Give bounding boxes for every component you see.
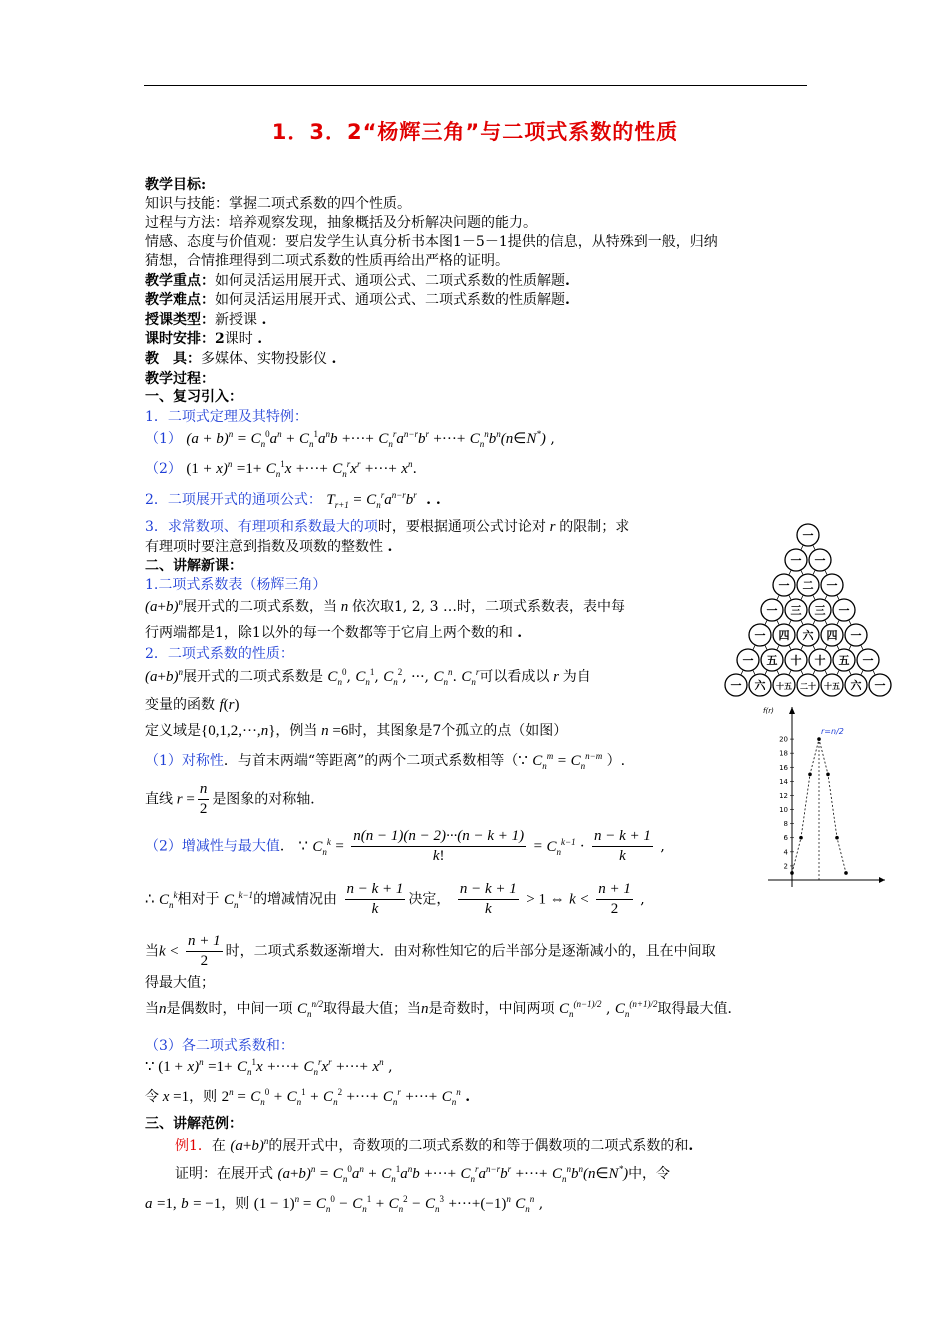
when-line: 当k < $\frac{n + 1}{2}$ 时，二项式系数逐渐增大．由对称性知它的后半部分是逐渐减小的，且在中间取 — [145, 933, 716, 969]
even-d: 是奇数时，中间两项 — [428, 1001, 555, 1017]
triangle-node-label: 一 — [778, 579, 790, 592]
increase-label: （2）增减性与最大值 — [145, 838, 280, 855]
increase-condition-line: ∴ $C_n^k$相对于 $C_n^{k-1}$的增减情况由 $\frac{n - k + 1}{k}$ 决定， $\frac{n - k + 1}{k}$ > 1 ⇔ k < $\frac{n + 1}{2}$ , — [145, 881, 645, 917]
y-tick-label: 18 — [779, 749, 788, 758]
difficulty-text: 如何灵活运用展开式、通项公式、二项式系数的性质解题 — [215, 292, 565, 308]
symmetry-axis-line: 直线 r = $\frac{n}{2}$ 是图象的对称轴． — [145, 781, 325, 817]
when-a: 当 — [145, 943, 159, 960]
review-item-1: 1．二项式定理及其特例： — [145, 409, 308, 425]
review-item-2: 2．二项展开式的通项公式： — [145, 492, 322, 508]
symmetry-axis-a: 直线 — [145, 791, 173, 808]
triangle-node-label: 三 — [790, 604, 802, 617]
proof-c: ，则 — [221, 1196, 250, 1212]
y-tick-label: 2 — [783, 862, 788, 871]
new-1-text-a: 展开式的二项式系数，当 — [182, 599, 337, 615]
hours-line: 课时安排：2课时 . — [145, 331, 263, 347]
triangle-node-label: 一 — [754, 629, 766, 642]
even-e: 取得最大值． — [657, 1001, 742, 1017]
y-axis-label: f(r) — [763, 707, 774, 715]
triangle-node-label: 二 — [802, 579, 814, 592]
domain-b: ，例当 — [275, 723, 318, 739]
page-title: 1．3．2“杨辉三角”与二项式系数的性质 — [271, 120, 679, 144]
general-term-line: 2．二项展开式的通项公式： $T_{r+1} = C_n^ra^{n-r}b^r$ . . — [145, 490, 441, 510]
binomial-coefficient-plot — [760, 705, 890, 887]
y-tick-label: 14 — [779, 777, 788, 786]
triangle-node-label: 五 — [838, 654, 850, 667]
formula-label-1: （1） — [145, 431, 182, 447]
triangle-node-label: 一 — [826, 579, 838, 592]
difficulty-label: 教学难点： — [145, 292, 215, 308]
triangle-node-label: 四 — [778, 629, 790, 642]
process-heading: 教学过程： — [145, 371, 215, 387]
goal-knowledge: 知识与技能：掌握二项式系数的四个性质。 — [145, 196, 411, 212]
goal-process: 过程与方法：培养观察发现，抽象概括及分析解决问题的能力。 — [145, 215, 537, 231]
y-tick-label: 10 — [779, 806, 788, 815]
focus-line: 教学重点：如何灵活运用展开式、通项公式、二项式系数的性质解题. — [145, 273, 570, 289]
let-b: ，则 — [189, 1089, 218, 1105]
new-1-text-c: 行两端都是1，除1以外的每一个数都等于它肩上两个数的和 — [145, 625, 513, 641]
tools-label: 教 具： — [145, 351, 201, 367]
triangle-node-label: 一 — [814, 554, 826, 567]
data-point — [808, 773, 812, 777]
focus-text: 如何灵活运用展开式、通项公式、二项式系数的性质解题 — [215, 273, 565, 289]
sum-formula-line: ∵ $(1 + x)^n =1+ C_n^1x$ +···+ $C_n^rx^r$ +···+ $x^n$ , — [145, 1057, 393, 1077]
y-tick-label: 20 — [779, 735, 788, 744]
triangle-node-label: 一 — [766, 604, 778, 617]
new-2-text-c: 为自 — [562, 669, 591, 685]
triangle-node-label: 六 — [850, 679, 862, 692]
type-line: 授课类型：新授课 . — [145, 312, 267, 328]
even-a: 当 — [145, 1001, 159, 1017]
new-item-2: 2．二项式系数的性质： — [145, 646, 294, 662]
data-point — [790, 871, 794, 875]
new-2-text-b: 可以看成以 — [479, 669, 550, 685]
when-b: 时，二项式系数逐渐增大．由对称性知它的后半部分是逐渐减小的，且在中间取 — [225, 943, 716, 960]
y-tick-label: 12 — [779, 791, 788, 800]
new-1-text-b: 依次取1, 2, 3 …时，二项式系数表，表中每 — [351, 599, 625, 615]
review-3-a: 3．求常数项、有理项和系数最大的项 — [145, 519, 378, 535]
sum-heading: （3）各二项式系数和： — [145, 1038, 294, 1054]
new-item-1: 1.二项式系数表（杨辉三角） — [145, 577, 327, 593]
triangle-node-label: 十五 — [824, 682, 840, 691]
triangle-node-label: 六 — [754, 679, 766, 692]
even-c: 取得最大值；当 — [322, 1001, 421, 1017]
triangle-node-label: 十五 — [776, 682, 792, 691]
review-3-b: 时，要根据通项公式讨论对 — [377, 519, 546, 535]
tools-line: 教 具：多媒体、实物投影仪 . — [145, 351, 337, 367]
type-label: 授课类型： — [145, 312, 215, 328]
type-text: 新授课 — [215, 312, 257, 328]
data-point — [844, 871, 848, 875]
example-1-text-a: 在 — [211, 1138, 226, 1154]
data-point — [799, 836, 803, 840]
domain-c: 时，其图象是7个孤立的点（如图） — [348, 723, 568, 739]
new-1-text: $(a+b)^n$展开式的二项式系数，当 n 依次取1, 2, 3 …时，二项式系数表，表中每 — [145, 597, 625, 615]
triangle-node-label: 四 — [826, 629, 838, 642]
example-1-line: 例1．在 $(a+b)^n$的展开式中，奇数项的二项式系数的和等于偶数项的二项式系数的和. — [175, 1136, 694, 1154]
increase-text-a: 相对于 — [177, 891, 220, 908]
triangle-node-label: 一 — [790, 554, 802, 567]
new-2-text-a: 展开式的二项式系数是 — [182, 669, 323, 685]
triangle-node-label: 一 — [802, 529, 814, 542]
data-point — [835, 836, 839, 840]
triangle-node-label: 三 — [814, 604, 826, 617]
difficulty-line: 教学难点：如何灵活运用展开式、通项公式、二项式系数的性质解题. — [145, 292, 570, 308]
new-2-text-d: 变量的函数 — [145, 697, 215, 713]
domain-line: 定义域是{0,1,2,···,n}，例当 n =6时，其图象是7个孤立的点（如图） — [145, 723, 568, 739]
new-lesson-heading: 二、讲解新课： — [145, 558, 243, 574]
data-point — [817, 737, 821, 741]
review-item-3-cont: 有理项时要注意到指数及项数的整数性 . — [145, 539, 393, 555]
y-axis-arrow — [789, 707, 795, 714]
triangle-node-label: 二十 — [800, 682, 816, 691]
symmetry-axis-b: 是图象的对称轴． — [212, 791, 325, 808]
review-heading: 一、复习引入： — [145, 389, 243, 405]
increase-line: （2）增减性与最大值． ∵ $C_n^k$ = $\frac{n(n - 1)(n - 2)\cdot\cdot\cdot(n - k + 1)}{k!}$ = $C_n^{k-1}$ · $\frac{n - k + 1}{k}$ , — [145, 828, 665, 864]
review-item-3: 3．求常数项、有理项和系数最大的项时，要根据通项公式讨论对 r 的限制；求 — [145, 519, 630, 535]
new-1-text-cont: 行两端都是1，除1以外的每一个数都等于它肩上两个数的和 . — [145, 625, 523, 641]
symmetry-annotation: r=n/2 — [821, 727, 844, 736]
example-1-label: 例1． — [175, 1138, 212, 1154]
triangle-node-label: 一 — [730, 679, 742, 692]
triangle-node-label: 一 — [742, 654, 754, 667]
triangle-node-label: 一 — [838, 604, 850, 617]
triangle-node-label: 六 — [802, 629, 814, 642]
even-b: 是偶数时，中间一项 — [166, 1001, 293, 1017]
triangle-node-label: 十 — [790, 654, 802, 667]
proof-line-cont: a =1, b = −1，则 $(1 - 1)^n = C_n^0 - C_n^1 + C_n^2 - C_n^3 +\cdot\cdot\cdot+(-1)^n$ $C_n^n$ , — [145, 1194, 544, 1214]
focus-label: 教学重点： — [145, 273, 215, 289]
data-point — [826, 773, 830, 777]
let-line: 令 x =1，则 $2^n = C_n^0 + C_n^1 + C_n^2$ +···+ $C_n^r$ +···+ $C_n^n$ . — [145, 1087, 471, 1107]
increase-text-b: 的增减情况由 — [253, 891, 338, 908]
proof-a: 证明：在展开式 — [175, 1166, 273, 1182]
goal-emotion-1: 情感、态度与价值观：要启发学生认真分析书本图1－5－1提供的信息，从特殊到一般，归纳 — [145, 234, 718, 250]
new-2-text: $(a+b)^n$展开式的二项式系数是 $C_n^0$, $C_n^1$, $C_n^2$, ···, $C_n^n$. $C_n^r$可以看成以 r 为自 — [145, 667, 591, 687]
symmetry-label: （1）对称性 — [145, 753, 224, 769]
header-rule — [144, 85, 807, 86]
even-odd-line: 当n是偶数时，中间一项 $C_n^{n/2}$取得最大值；当n是奇数时，中间两项 $C_n^{(n-1)/2}$ , $C_n^{(n+1)/2}$取得最大值． — [145, 999, 742, 1019]
y-tick-label: 8 — [783, 820, 788, 829]
example-1-text-b: 的展开式中，奇数项的二项式系数的和等于偶数项的二项式系数的和 — [268, 1138, 689, 1154]
symmetry-text: ．与首末两端“等距离”的两个二项式系数相等（ — [223, 753, 519, 769]
examples-heading: 三、讲解范例： — [145, 1116, 243, 1132]
hours-text: 课时 — [224, 331, 253, 347]
proof-line: 证明：在展开式 $(a+b)^n = C_n^0a^n + C_n^1a^nb$ +···+ $C_n^ra^{n-r}b^r$ +···+ $C_n^nb^n(n\in N^*)$中，令 — [175, 1164, 671, 1184]
y-tick-label: 6 — [783, 834, 788, 843]
let-a: 令 — [145, 1089, 159, 1105]
x-axis-arrow — [879, 877, 885, 883]
review-3-d: 有理项时要注意到指数及项数的整数性 — [145, 539, 383, 555]
y-tick-label: 4 — [783, 848, 788, 857]
goals-heading: 教学目标: — [145, 177, 207, 193]
symmetry-line: （1）对称性．与首末两端“等距离”的两个二项式系数相等（∵ $C_n^m = C_n^{n-m}$ ）. — [145, 751, 626, 771]
triangle-node-label: 一 — [862, 654, 874, 667]
formula-special-case: （2） $(1 + x)^n =1+ C_n^1x$ +···+ $C_n^rx^r$ +···+ $x^n$. — [145, 459, 417, 479]
review-3-c: 的限制；求 — [559, 519, 630, 535]
hours-label: 课时安排：2 — [145, 331, 225, 347]
triangle-node-label: 五 — [766, 654, 778, 667]
proof-b: 中，令 — [628, 1166, 671, 1182]
domain-a: 定义域是 — [145, 723, 201, 739]
increase-text-c: 决定， — [408, 891, 451, 908]
triangle-node-label: 一 — [874, 679, 886, 692]
triangle-node-label: 十 — [814, 654, 826, 667]
triangle-node-label: 一 — [850, 629, 862, 642]
when-line-cont: 得最大值； — [145, 975, 215, 991]
formula-binomial-theorem: （1） $(a + b)^n = C_n^0a^n + C_n^1a^nb$ +···+ $C_n^ra^{n-r}b^r$ +···+ $C_n^nb^n(n\in N^*)$ , — [145, 429, 555, 449]
goal-emotion-2: 猜想，合情推理得到二项式系数的性质再给出严格的证明。 — [145, 253, 509, 269]
new-2-text-cont: 变量的函数 f(r) — [145, 697, 240, 713]
yanghui-triangle-figure — [718, 520, 898, 710]
tools-text: 多媒体、实物投影仪 — [201, 351, 327, 367]
formula-label-2: （2） — [145, 461, 182, 477]
y-tick-label: 16 — [779, 763, 788, 772]
